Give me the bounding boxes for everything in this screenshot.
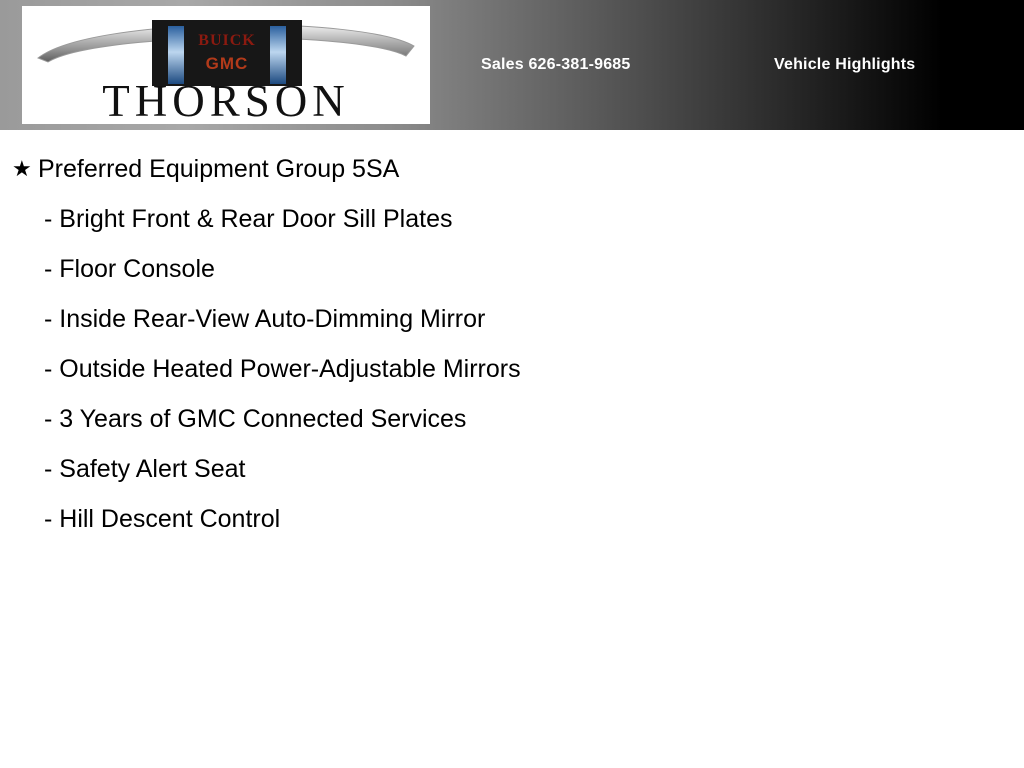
gmc-wordmark: GMC	[205, 54, 249, 73]
dealer-name: THORSON	[102, 76, 350, 124]
vehicle-highlights-label: Vehicle Highlights	[774, 56, 916, 73]
highlights-content	[0, 130, 1024, 534]
list-item: - Bright Front & Rear Door Sill Plates	[44, 205, 453, 233]
list-item: - Floor Console	[44, 255, 215, 283]
buick-wordmark: BUICK	[198, 32, 256, 49]
list-item: - Hill Descent Control	[44, 505, 281, 533]
equipment-group-heading	[0, 130, 1024, 184]
sales-phone-link[interactable]: Sales 626-381-9685	[481, 56, 631, 73]
star-icon: ★	[12, 156, 32, 181]
list-item: - 3 Years of GMC Connected Services	[44, 405, 467, 433]
list-item: - Inside Rear-View Auto-Dimming Mirror	[44, 305, 486, 333]
site-header	[0, 0, 1024, 130]
list-item: - Safety Alert Seat	[44, 455, 246, 483]
equipment-group-title: Preferred Equipment Group 5SA	[38, 155, 400, 183]
list-item: - Outside Heated Power-Adjustable Mirrors	[44, 355, 521, 383]
dealer-logo[interactable]	[22, 6, 430, 124]
